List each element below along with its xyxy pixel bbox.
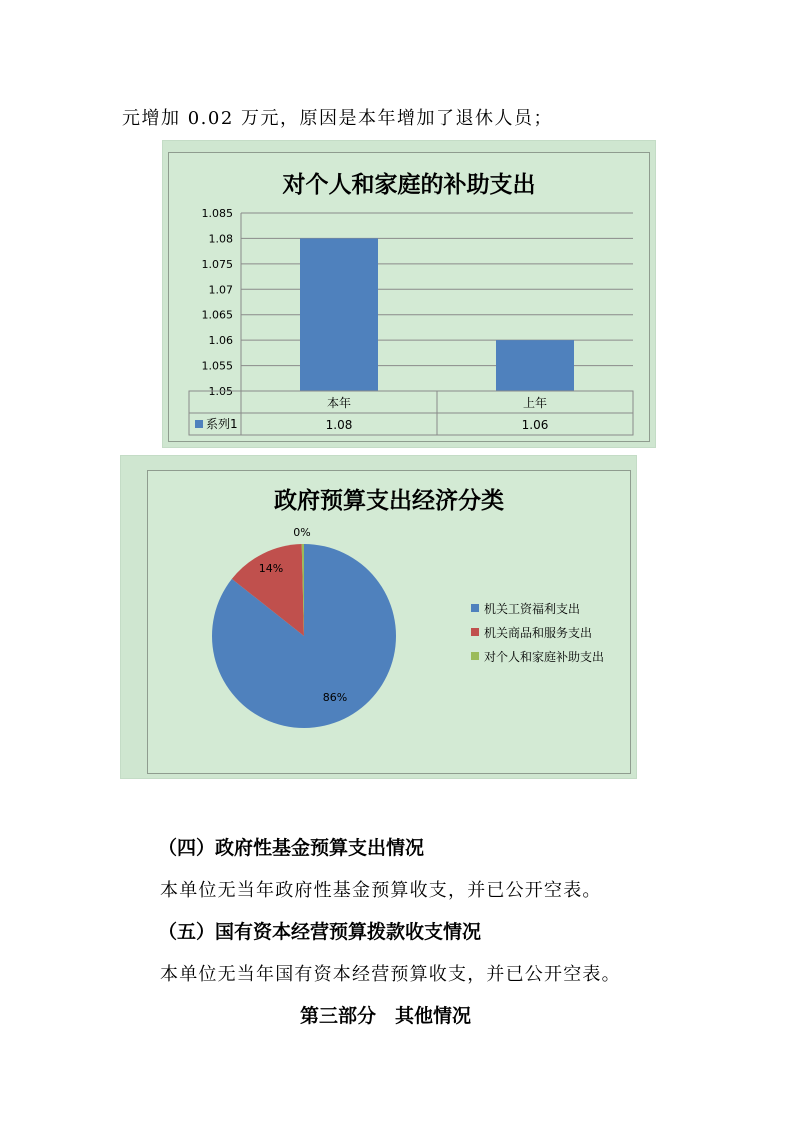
pie-data-label: 0%: [293, 526, 311, 539]
data-table-value: 1.06: [521, 418, 549, 432]
data-table-value: 1.08: [325, 418, 353, 432]
y-tick-label: 1.075: [201, 257, 233, 271]
bar: [300, 238, 378, 391]
y-tick-label: 1.065: [201, 308, 233, 322]
section5-text: 本单位无当年国有资本经营预算收支，并已公开空表。: [160, 964, 621, 985]
series-legend-label: 系列1: [206, 417, 238, 431]
section5-heading: （五）国有资本经营预算拨款收支情况: [158, 921, 482, 943]
legend-item: [471, 644, 604, 668]
legend-label: 对个人和家庭补助支出: [484, 649, 605, 664]
legend-label: 机关商品和服务支出: [484, 625, 593, 640]
legend-item: [471, 596, 604, 620]
legend-swatch: [471, 652, 479, 660]
section4-text: 本单位无当年政府性基金预算收支，并已公开空表。: [160, 880, 602, 901]
x-tick-label: 本年: [326, 396, 352, 410]
part3-heading: 第三部分 其他情况: [300, 1005, 472, 1027]
legend-swatch: [471, 628, 479, 636]
legend-swatch: [471, 604, 479, 612]
bar-chart-title: 对个人和家庭的补助支出: [282, 172, 536, 198]
x-tick-label: 上年: [522, 396, 548, 410]
series-legend-swatch: [195, 420, 203, 428]
gridlines: [241, 213, 633, 391]
y-tick-label: 1.05: [208, 385, 233, 398]
bar: [496, 340, 574, 391]
legend-label: 机关工资福利支出: [484, 601, 581, 616]
bar-chart: [163, 141, 655, 447]
pie-chart-title: 政府预算支出经济分类: [274, 488, 504, 514]
y-tick-label: 1.06: [208, 334, 233, 348]
pie-chart-background: [120, 455, 637, 779]
y-tick-label: 1.07: [208, 283, 233, 297]
section4-heading: （四）政府性基金预算支出情况: [158, 837, 425, 859]
y-tick-label: 1.085: [201, 207, 233, 220]
pie-chart-legend: [471, 596, 604, 668]
bar-chart-background: [162, 140, 656, 448]
y-tick-label: 1.08: [208, 232, 233, 246]
pie-data-label: 14%: [258, 562, 284, 575]
pie-data-label: 86%: [322, 691, 348, 704]
legend-item: [471, 620, 604, 644]
y-tick-label: 1.055: [201, 359, 233, 373]
intro-paragraph: 元增加 0.02 万元，原因是本年增加了退休人员；: [122, 108, 554, 129]
